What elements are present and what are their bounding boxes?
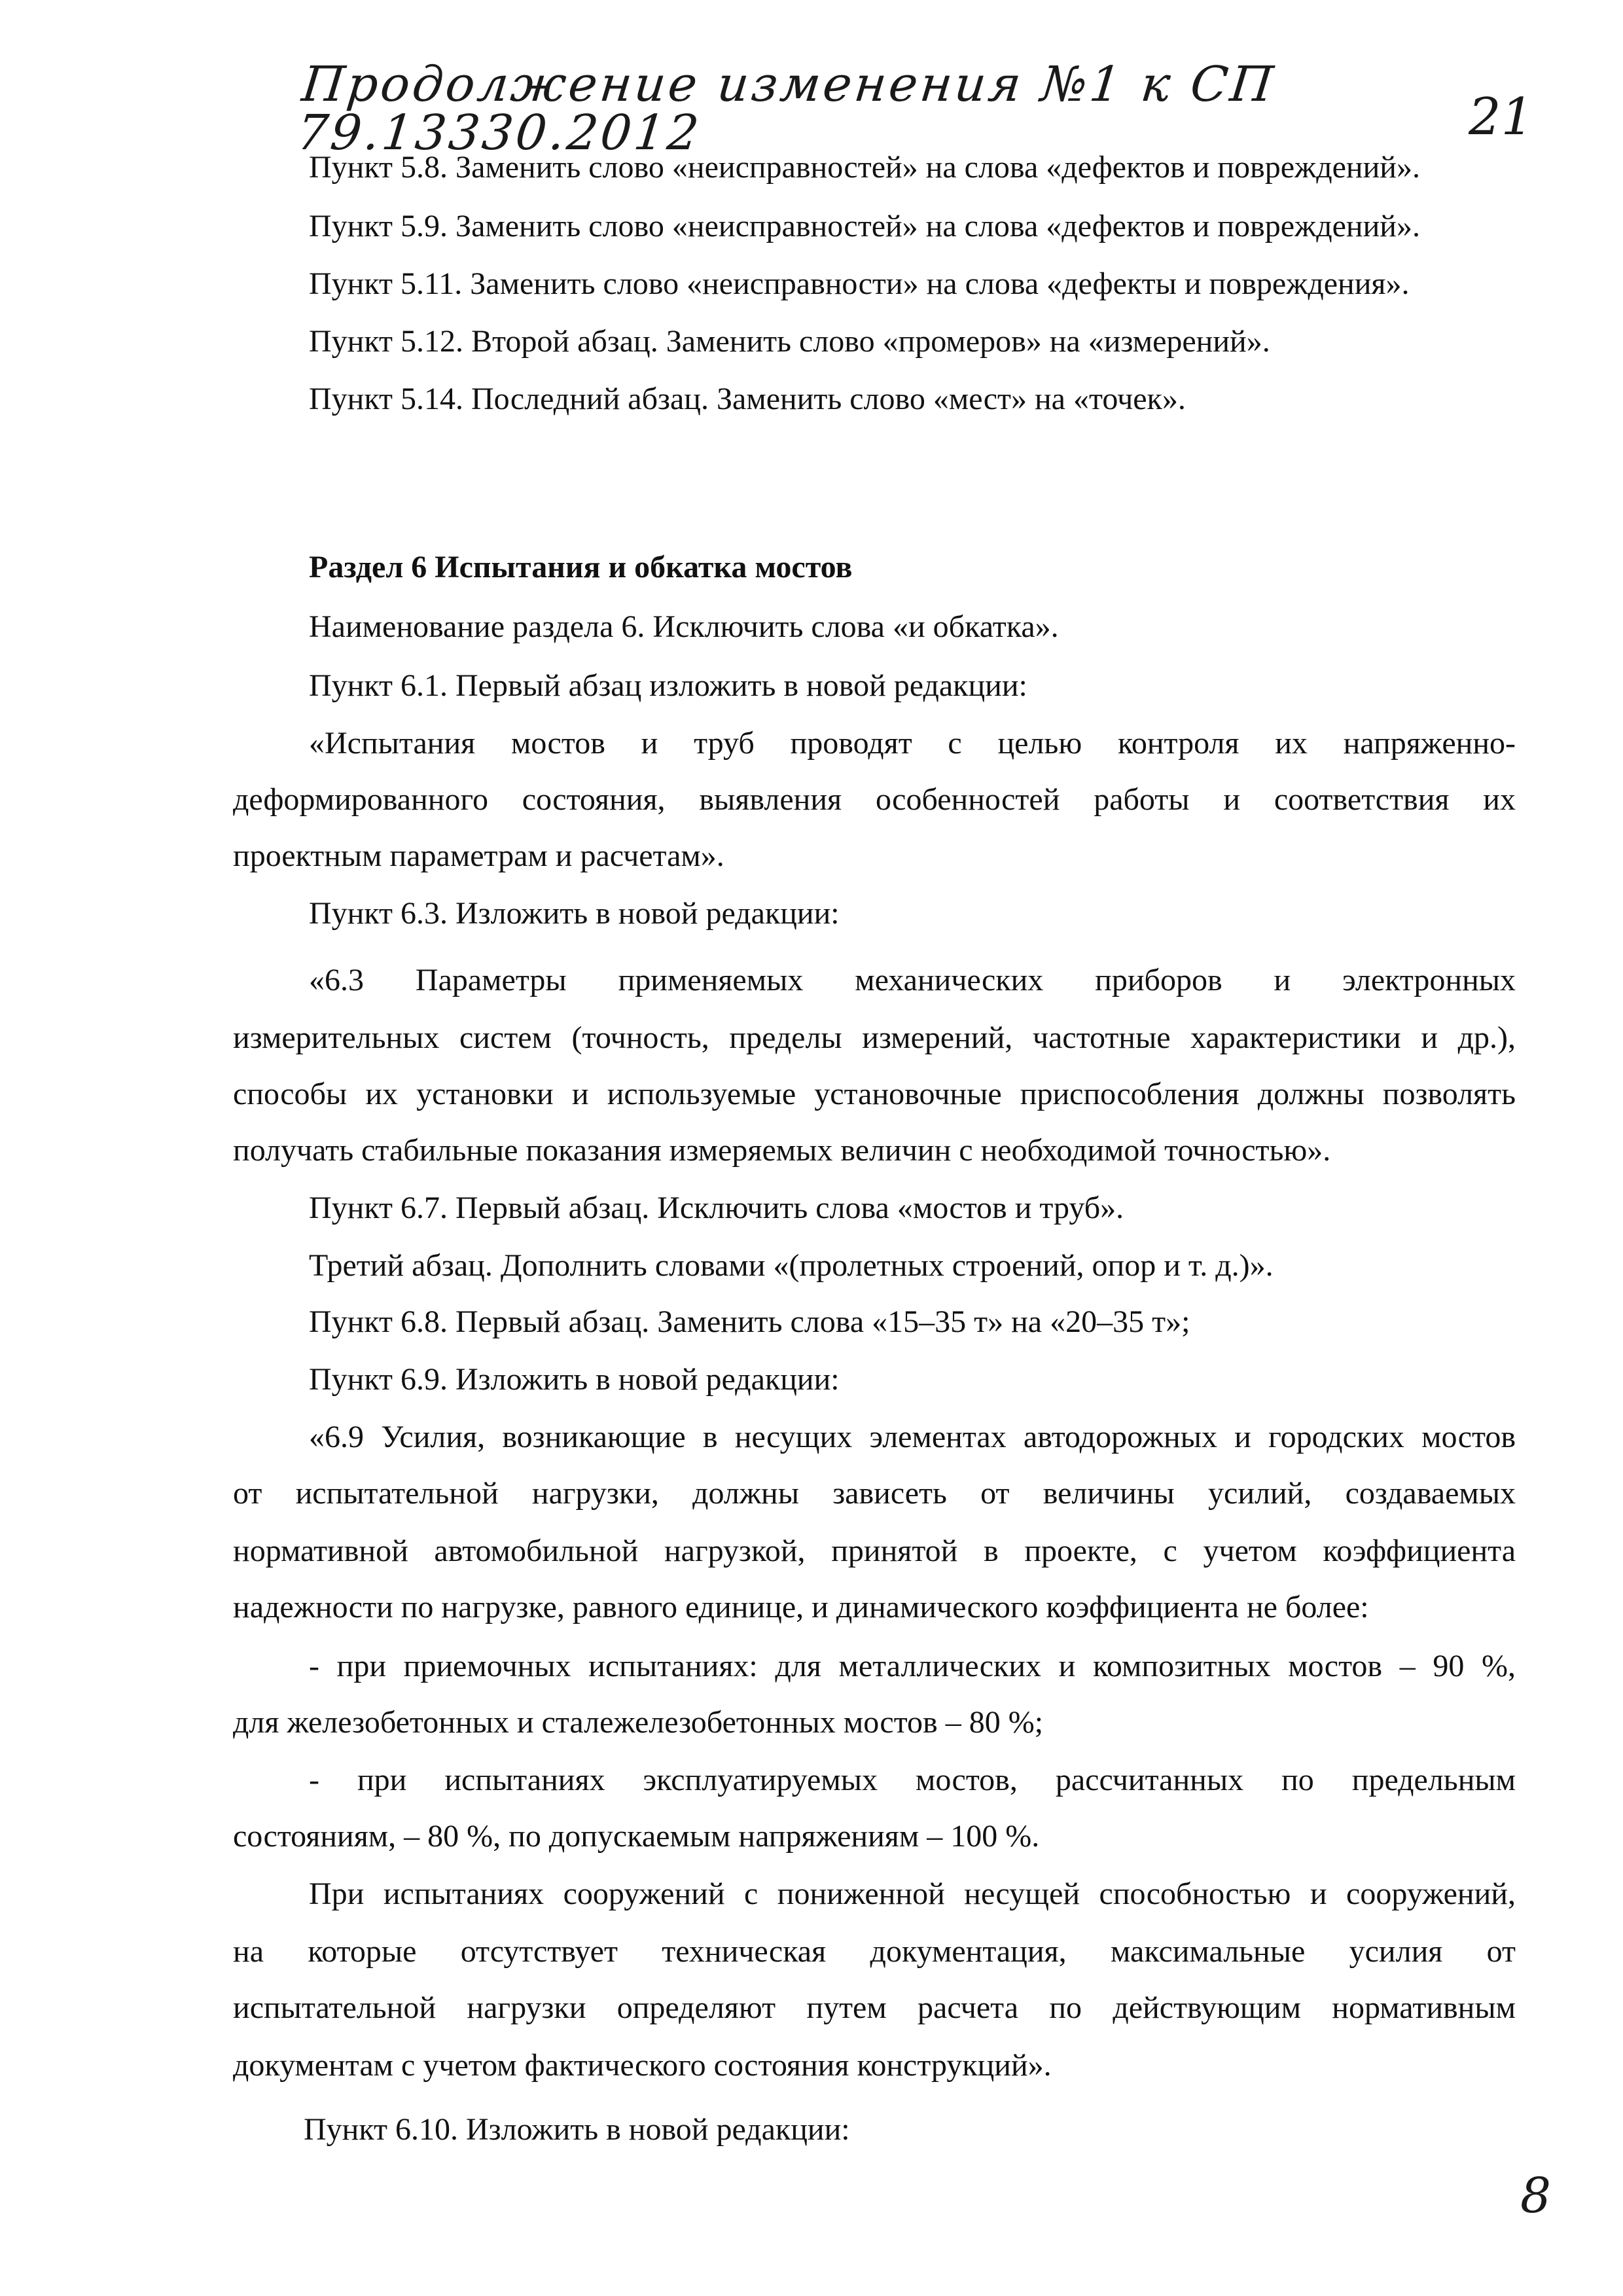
paragraph-6-9-text-line-1: «6.9 Усилия, возникающие в несущих элементах автодорожных и городских мостов [309,1420,1516,1454]
paragraph-6-7-third: Третий абзац. Дополнить словами «(пролетных строений, опор и т. д.)». [309,1248,1274,1283]
paragraph-5-9: Пункт 5.9. Заменить слово «неисправностей» на слова «дефектов и повреждений». [309,209,1420,243]
paragraph-6-9: Пункт 6.9. Изложить в новой редакции: [309,1362,840,1397]
paragraph-6-1: Пункт 6.1. Первый абзац изложить в новой редакции: [309,668,1027,703]
paragraph-6-1-text-line-1: «Испытания мостов и труб проводят с целью контроля их напряженно- [309,726,1516,761]
handwritten-header: Продолжение изменения №1 к СП 79.13330.2012 [294,56,1279,161]
paragraph-reduced-capacity-line-2: на которые отсутствует техническая документация, максимальные усилия от [233,1934,1516,1969]
paragraph-6-3-text-line-1: «6.3 Параметры применяемых механических приборов и электронных [309,963,1516,997]
list-item-operated-line-2: состояниям, – 80 %, по допускаемым напряжениям – 100 %. [233,1819,1040,1854]
paragraph-5-14: Пункт 5.14. Последний абзац. Заменить слово «мест» на «точек». [309,382,1186,416]
paragraph-6-1-text-line-2: деформированного состояния, выявления особенностей работы и соответствия их [233,782,1516,817]
paragraph-6-9-text-line-3: нормативной автомобильной нагрузкой, принятой в проекте, с учетом коэффициента [233,1534,1516,1568]
paragraph-5-12: Пункт 5.12. Второй абзац. Заменить слово «промеров» на «измерений». [309,324,1270,359]
paragraph-5-11: Пункт 5.11. Заменить слово «неисправности» на слова «дефекты и повреждения». [309,266,1410,301]
paragraph-6-10: Пункт 6.10. Изложить в новой редакции: [304,2112,850,2147]
paragraph-6-3-text-line-3: способы их установки и используемые установочные приспособления должны позволять [233,1077,1516,1111]
paragraph-6-8: Пункт 6.8. Первый абзац. Заменить слова «15–35 т» на «20–35 т»; [309,1304,1190,1339]
paragraph-6-7: Пункт 6.7. Первый абзац. Исключить слова «мостов и труб». [309,1191,1124,1225]
handwritten-page-number: 21 [1469,88,1534,147]
paragraph-reduced-capacity-line-3: испытательной нагрузки определяют путем расчета по действующим нормативным [233,1990,1516,2025]
list-item-operated-line-1: - при испытаниях эксплуатируемых мостов, рассчитанных по предельным [309,1763,1516,1797]
list-item-acceptance-line-2: для железобетонных и сталежелезобетонных мостов – 80 %; [233,1705,1044,1740]
paragraph-reduced-capacity-line-1: При испытаниях сооружений с пониженной несущей способностью и сооружений, [309,1876,1516,1911]
paragraph-6-3-text-line-4: получать стабильные показания измеряемых величин с необходимой точностью». [233,1133,1331,1168]
paragraph-section-6-name: Наименование раздела 6. Исключить слова «и обкатка». [309,609,1059,644]
paragraph-6-3-text-line-2: измерительных систем (точность, пределы измерений, частотные характеристики и др.), [233,1020,1516,1055]
paragraph-reduced-capacity-line-4: документам с учетом фактического состояния конструкций». [233,2048,1052,2083]
handwritten-bottom-number: 8 [1520,2168,1552,2224]
paragraph-6-3: Пункт 6.3. Изложить в новой редакции: [309,896,840,931]
paragraph-6-1-text-line-3: проектным параметрам и расчетам». [233,838,724,873]
paragraph-6-9-text-line-2: от испытательной нагрузки, должны зависеть от величины усилий, создаваемых [233,1476,1516,1511]
paragraph-5-8: Пункт 5.8. Заменить слово «неисправностей» на слова «дефектов и повреждений». [309,150,1420,185]
list-item-acceptance-line-1: - при приемочных испытаниях: для металлических и композитных мостов – 90 %, [309,1649,1516,1683]
section-6-heading: Раздел 6 Испытания и обкатка мостов [309,550,853,584]
paragraph-6-9-text-line-4: надежности по нагрузке, равного единице, и динамического коэффициента не более: [233,1590,1369,1624]
